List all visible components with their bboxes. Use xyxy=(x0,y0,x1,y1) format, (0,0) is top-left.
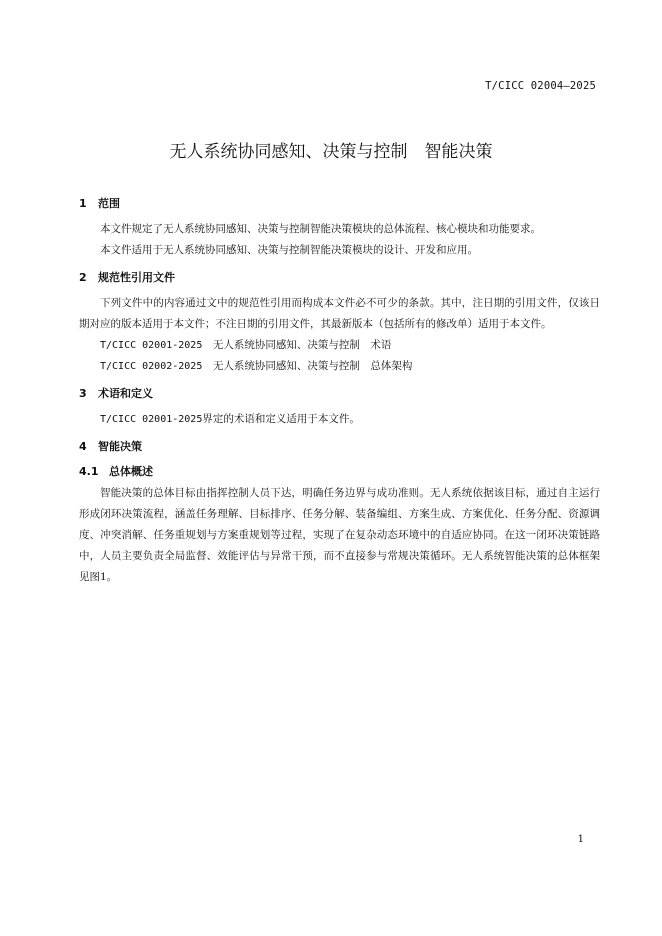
document-body xyxy=(79,194,600,588)
references-intro: 下列文件中的内容通过文中的规范性引用而构成本文件必不可少的条款。其中，注日期的引用文件，仅该日期对应的版本适用于本文件；不注日期的引用文件，其最新版本（包括所有的修改单）适用于本文件。 xyxy=(79,297,600,330)
subsection-number: 4.1 xyxy=(79,465,99,478)
reference-code: T/CICC 02001-2025 xyxy=(100,340,203,351)
section-3-heading xyxy=(79,384,600,404)
terms-paragraph xyxy=(79,409,600,430)
scope-paragraph-1: 本文件规定了无人系统协同感知、决策与控制智能决策模块的总体流程、核心模块和功能要求。 xyxy=(100,223,541,235)
reference-code: T/CICC 02002-2025 xyxy=(100,361,203,372)
section-4-heading xyxy=(79,437,600,457)
subsection-title: 总体概述 xyxy=(109,465,153,478)
overview-paragraph: 智能决策的总体目标由指挥控制人员下达，明确任务边界与成功准则。无人系统依据该目标，通过自主运行形成闭环决策流程，涵盖任务理解、目标排序、任务分解、装备编组、方案生成、方案优化、任务分配、资源调度、冲突消解、任务重规划与方案重规划等过程，实现了在复杂动态环境中的自适应协同。在这一闭环决策链路中，人员主要负责全局监督、效能评估与异常干预，而不直接参与常规决策循环。无人系统智能决策的总体框架见图1。 xyxy=(79,487,600,583)
page-number: 1 xyxy=(577,834,584,845)
subsection-4-1-heading xyxy=(79,462,600,482)
section-title: 智能决策 xyxy=(98,440,142,453)
reference-title: 无人系统协同感知、决策与控制 术语 xyxy=(212,339,392,351)
section-title: 范围 xyxy=(98,197,120,210)
terms-reference-code: T/CICC 02001-2025 xyxy=(100,414,203,425)
section-title: 术语和定义 xyxy=(98,387,153,400)
reference-title: 无人系统协同感知、决策与控制 总体架构 xyxy=(212,360,413,372)
section-2-heading xyxy=(79,268,600,288)
scope-paragraph-2: 本文件适用于无人系统协同感知、决策与控制智能决策模块的设计、开发和应用。 xyxy=(100,244,478,256)
section-number: 4 xyxy=(79,440,87,453)
standard-code: T/CICC 02004—2025 xyxy=(485,80,596,92)
reference-item xyxy=(79,356,600,377)
section-1-heading xyxy=(79,194,600,214)
document-title: 无人系统协同感知、决策与控制 智能决策 xyxy=(169,142,493,162)
section-number: 2 xyxy=(79,271,87,284)
section-title: 规范性引用文件 xyxy=(98,271,175,284)
reference-item xyxy=(79,335,600,356)
section-number: 1 xyxy=(79,197,87,210)
section-number: 3 xyxy=(79,387,87,400)
terms-text: 界定的术语和定义适用于本文件。 xyxy=(202,413,360,425)
